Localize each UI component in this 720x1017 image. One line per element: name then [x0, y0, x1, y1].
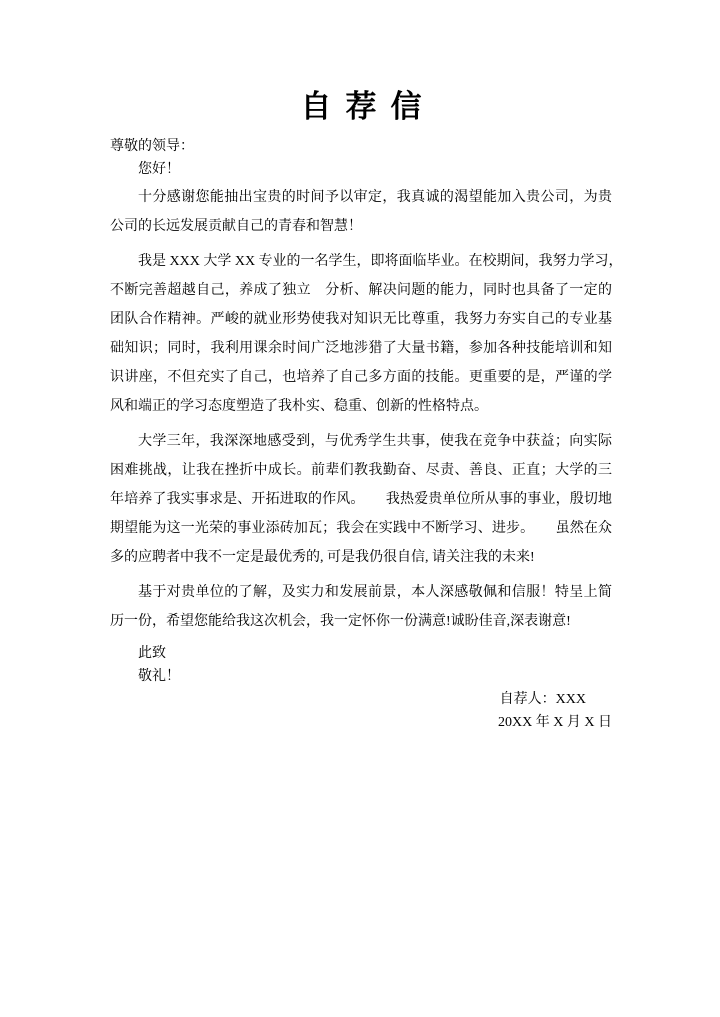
- salutation-line: 尊敬的领导：: [110, 139, 194, 154]
- paragraph-line: 大学三年，我深深地感受到，与优秀学生共事，使我在竞争中获益；向实际: [138, 434, 612, 449]
- letter-body: [110, 135, 623, 734]
- closing-salute: 敬礼！: [138, 669, 180, 684]
- closing-respectfully: 此致: [138, 646, 166, 661]
- paragraph-line: 础知识；同时，我利用课余时间广泛地涉猎了大量书籍，参加各种技能培训和知: [110, 341, 612, 356]
- paragraph-line: 基于对贵单位的了解，及实力和发展前景，本人深感敬佩和信服！特呈上简: [138, 585, 612, 600]
- paragraph-line: 团队合作精神。严峻的就业形势使我对知识无比尊重，我努力夯实自己的专业基: [110, 312, 612, 327]
- paragraph-line: 风和端正的学习态度塑造了我朴实、稳重、创新的性格特点。: [110, 399, 488, 414]
- paragraph-line: 期望能为这一光荣的事业添砖加瓦；我会在实践中不断学习、进步。 虽然在众: [110, 521, 612, 536]
- greeting-line: 您好！: [138, 162, 180, 177]
- paragraph-line: 十分感谢您能抽出宝贵的时间予以审定，我真诚的渴望能加入贵公司，为贵: [138, 190, 612, 205]
- signature-name: 自荐人：XXX: [499, 692, 586, 707]
- paragraph-thanks: [110, 183, 612, 241]
- paragraph-self-intro: [110, 247, 623, 421]
- paragraph-line: 公司的长远发展贡献自己的青春和智慧！: [110, 219, 362, 234]
- paragraph-college-years: [110, 427, 612, 572]
- signature-date: 20XX 年 X 月 X 日: [498, 715, 612, 730]
- paragraph-line: 识讲座，不但充实了自己，也培养了自己多方面的技能。更重要的是，严谨的学: [110, 370, 612, 385]
- signature-block: [110, 688, 612, 734]
- paragraph-line: 多的应聘者中我不一定是最优秀的, 可是我仍很自信, 请关注我的未来!: [110, 550, 535, 565]
- paragraph-line: 我是 XXX 大学 XX 专业的一名学生，即将面临毕业。在校期间，我努力学习，: [138, 254, 623, 269]
- paragraph-line: 年培养了我实事求是、开拓进取的作风。 我热爱贵单位所从事的事业，殷切地: [110, 492, 612, 507]
- paragraph-line: 不断完善超越自己，养成了独立 分析、解决问题的能力，同时也具备了一定的: [110, 283, 612, 298]
- letter-title: 自荐信: [300, 89, 436, 124]
- paragraph-line: 困难挑战，让我在挫折中成长。前辈们教我勤奋、尽责、善良、正直；大学的三: [110, 463, 612, 478]
- paragraph-conclusion: [110, 578, 612, 636]
- paragraph-line: 历一份，希望您能给我这次机会，我一定怀你一份满意!诚盼佳音,深表谢意!: [110, 614, 571, 629]
- closing-block: [110, 642, 612, 688]
